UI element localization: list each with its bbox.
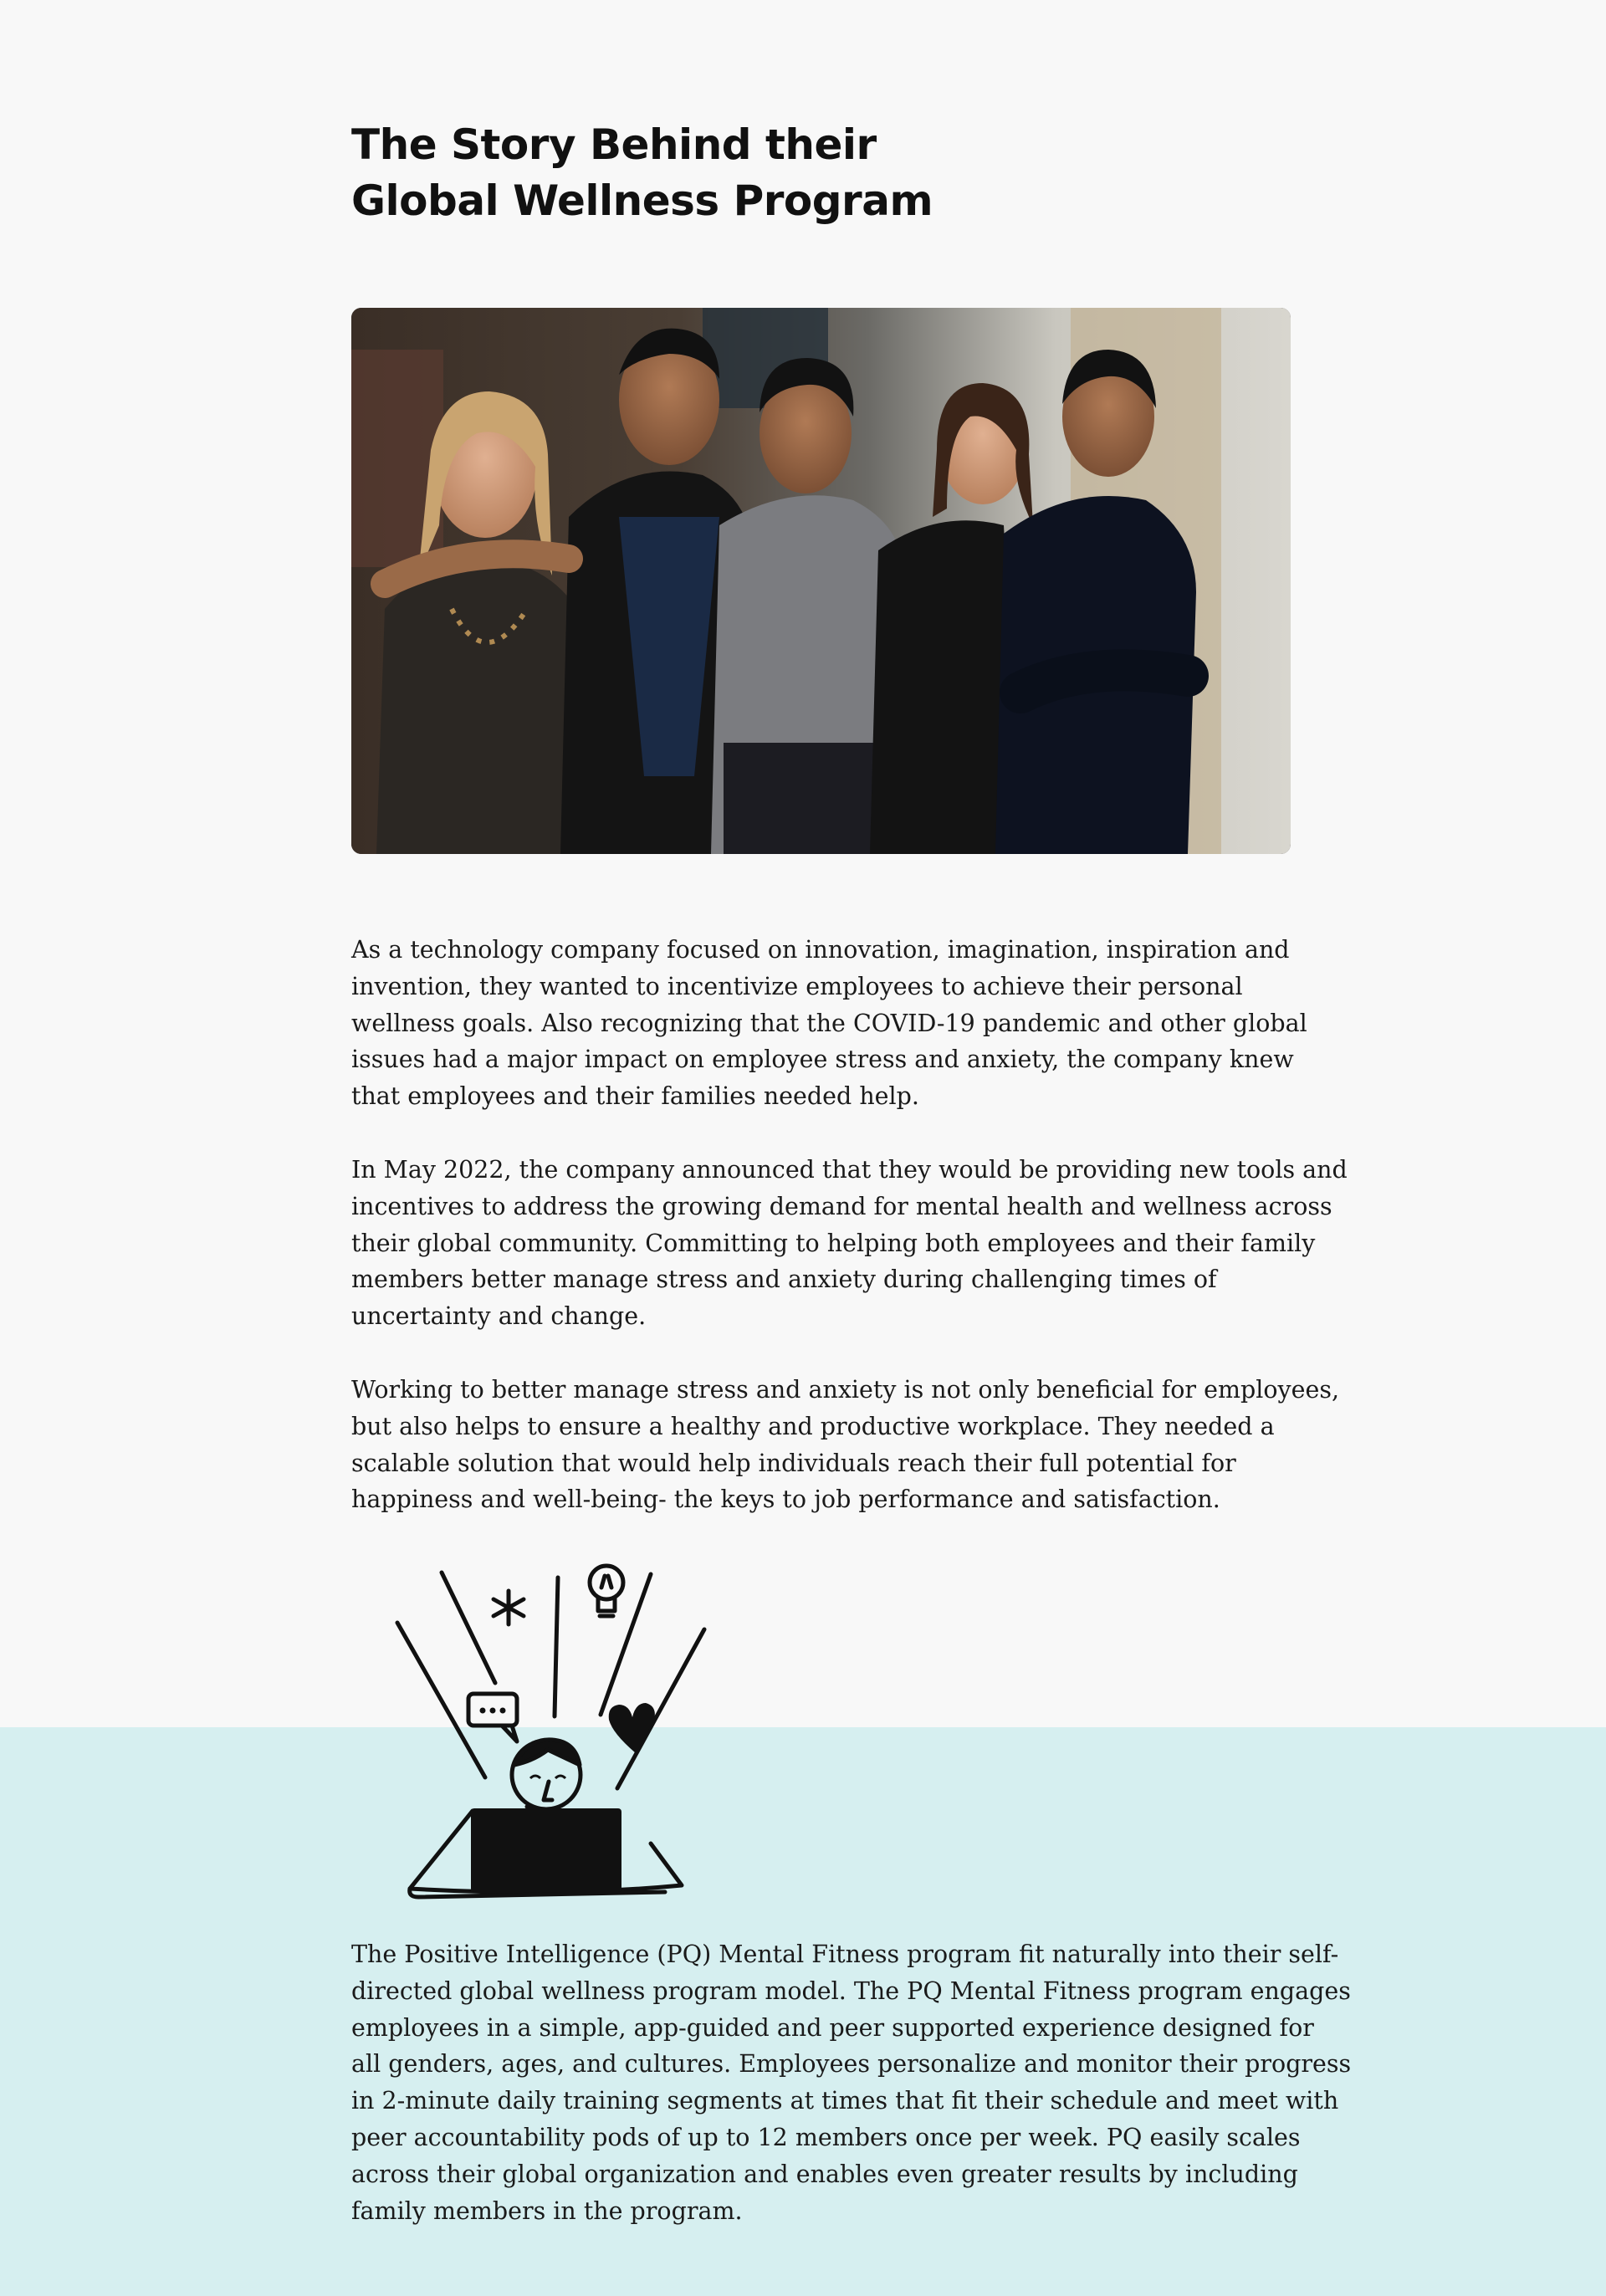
mental-fitness-illustration: [385, 1556, 719, 1907]
team-photo: [351, 308, 1291, 854]
announcement-paragraph: [351, 1152, 1348, 1335]
lightbulb-icon: [590, 1566, 623, 1616]
paragraph-line: In May 2022, the company announced that they would be providing new tools and: [351, 1156, 1348, 1184]
workplace-paragraph: [351, 1372, 1340, 1518]
team-photo-image: [351, 308, 1291, 854]
paragraph-line: happiness and well-being- the keys to job performance and satisfaction.: [351, 1485, 1220, 1514]
paragraph-line: but also helps to ensure a healthy and productive workplace. They needed a: [351, 1412, 1275, 1440]
paragraph-line: their global community. Committing to helping both employees and their family: [351, 1229, 1316, 1257]
paragraph-line: employees in a simple, app-guided and peer supported experience designed for: [351, 2013, 1314, 2042]
paragraph-line: The Positive Intelligence (PQ) Mental Fitness program fit naturally into their self-: [351, 1941, 1339, 1968]
page-title: [351, 117, 1188, 229]
program-paragraph: [351, 1936, 1352, 2229]
paragraph-line: in 2-minute daily training segments at times that fit their schedule and meet with: [351, 2087, 1339, 2115]
paragraph-line: incentives to address the growing demand for mental health and wellness across: [351, 1192, 1332, 1220]
intro-paragraph: [351, 932, 1307, 1115]
title-line-1: The Story Behind their: [351, 120, 877, 169]
asterisk-icon: [494, 1591, 524, 1624]
paragraph-line: uncertainty and change.: [351, 1302, 647, 1331]
speech-bubble-icon: [468, 1694, 517, 1741]
paragraph-line: all genders, ages, and cultures. Employees personalize and monitor their progress: [351, 2050, 1352, 2079]
paragraph-line: wellness goals. Also recognizing that the COVID-19 pandemic and other global: [351, 1009, 1307, 1037]
paragraph-line: invention, they wanted to incentivize employees to achieve their personal: [351, 972, 1243, 1000]
paragraph-line: across their global organization and enables even greater results by including: [351, 2160, 1298, 2188]
person-at-laptop-illustration: [385, 1556, 719, 1907]
paragraph-line: As a technology company focused on innovation, imagination, inspiration and: [351, 936, 1290, 964]
title-line-2: Global Wellness Program: [351, 176, 933, 225]
paragraph-line: peer accountability pods of up to 12 members once per week. PQ easily scales: [351, 2123, 1301, 2151]
paragraph-line: scalable solution that would help individuals reach their full potential for: [351, 1449, 1236, 1477]
paragraph-line: family members in the program.: [351, 2196, 743, 2225]
paragraph-line: Working to better manage stress and anxiety is not only beneficial for employees,: [351, 1376, 1340, 1404]
paragraph-line: that employees and their families needed help.: [351, 1082, 919, 1111]
paragraph-line: directed global wellness program model. The PQ Mental Fitness program engages: [351, 1976, 1351, 2005]
paragraph-line: issues had a major impact on employee stress and anxiety, the company knew: [351, 1046, 1294, 1074]
heart-icon: [609, 1703, 655, 1753]
paragraph-line: members better manage stress and anxiety during challenging times of: [351, 1266, 1217, 1294]
